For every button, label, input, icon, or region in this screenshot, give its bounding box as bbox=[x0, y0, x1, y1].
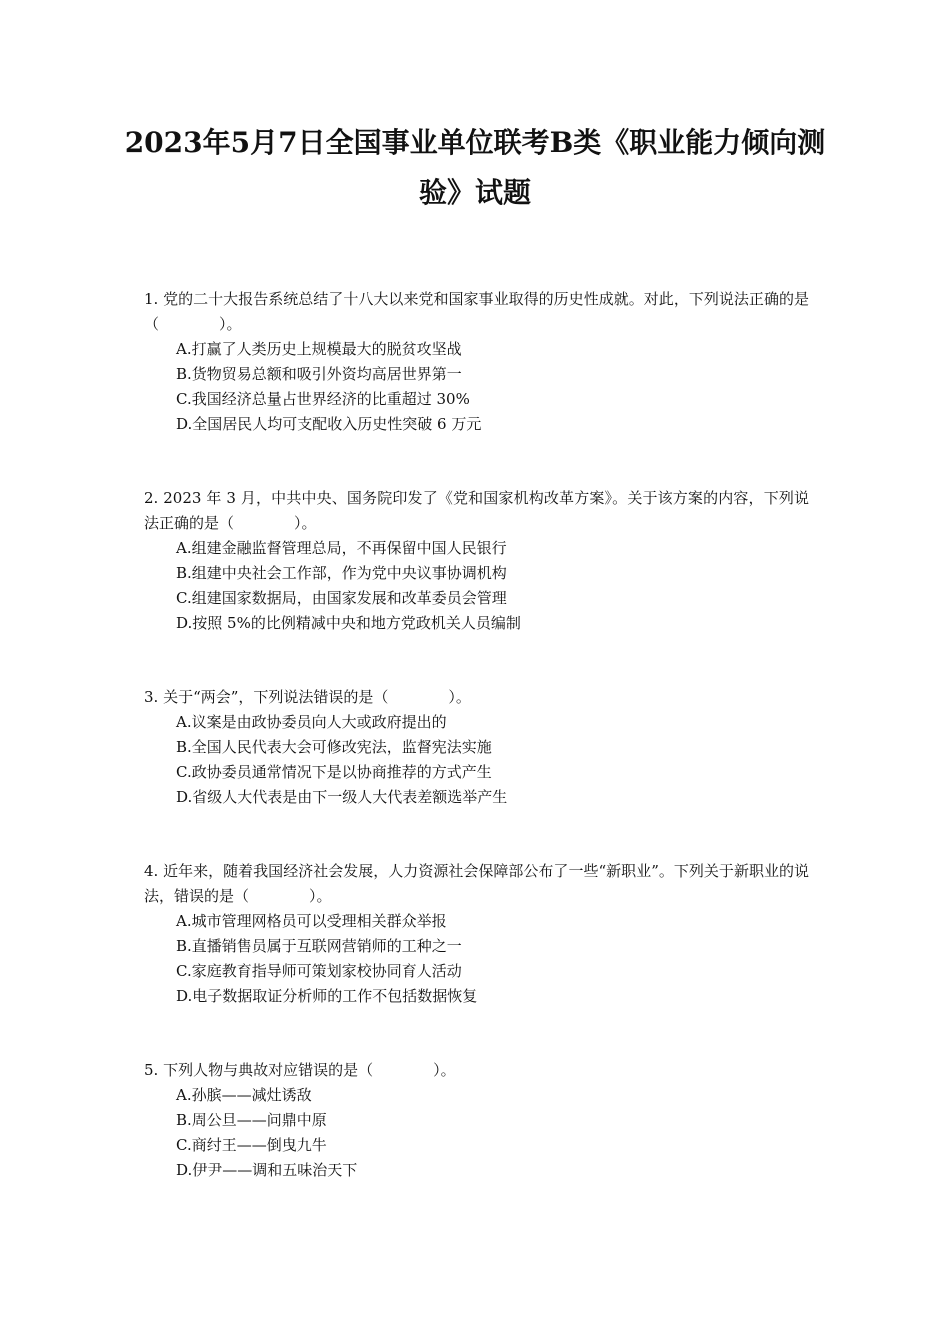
question-stem: 3. 关于“两会”，下列说法错误的是（ ）。 bbox=[144, 688, 471, 706]
option-d: D.省级人大代表是由下一级人大代表差额选举产生 bbox=[176, 788, 508, 806]
option-b: B.货物贸易总额和吸引外资均高居世界第一 bbox=[176, 365, 462, 383]
option-d: D.伊尹——调和五味治天下 bbox=[176, 1161, 358, 1179]
question-stem: 1. 党的二十大报告系统总结了十八大以来党和国家事业取得的历史性成就。对此，下列说法正确的是（ ）。 bbox=[144, 290, 809, 333]
option-b: B.全国人民代表大会可修改宪法，监督宪法实施 bbox=[176, 738, 492, 756]
question-3 bbox=[144, 685, 809, 810]
option-b: B.周公旦——问鼎中原 bbox=[176, 1111, 327, 1129]
option-a: A.城市管理网格员可以受理相关群众举报 bbox=[176, 912, 447, 930]
option-a: A.议案是由政协委员向人大或政府提出的 bbox=[176, 713, 447, 731]
option-c: C.组建国家数据局，由国家发展和改革委员会管理 bbox=[176, 589, 507, 607]
option-b: B.直播销售员属于互联网营销师的工种之一 bbox=[176, 937, 462, 955]
option-a: A.孙膑——减灶诱敌 bbox=[176, 1086, 312, 1104]
option-d: D.电子数据取证分析师的工作不包括数据恢复 bbox=[176, 987, 478, 1005]
question-4 bbox=[144, 859, 809, 1009]
page-title: 2023年5月7日全国事业单位联考B类《职业能力倾向测验》试题 bbox=[124, 126, 826, 209]
option-c: C.政协委员通常情况下是以协商推荐的方式产生 bbox=[176, 763, 492, 781]
option-d: D.全国居民人均可支配收入历史性突破 6 万元 bbox=[176, 415, 482, 433]
question-2 bbox=[144, 486, 809, 636]
question-1 bbox=[144, 287, 809, 437]
option-c: C.商纣王——倒曳九牛 bbox=[176, 1136, 327, 1154]
option-c: C.我国经济总量占世界经济的比重超过 30% bbox=[176, 390, 470, 408]
option-d: D.按照 5%的比例精减中央和地方党政机关人员编制 bbox=[176, 614, 521, 632]
option-b: B.组建中央社会工作部，作为党中央议事协调机构 bbox=[176, 564, 507, 582]
question-stem: 2. 2023 年 3 月，中共中央、国务院印发了《党和国家机构改革方案》。关于该方案的内容，下列说法正确的是（ ）。 bbox=[144, 489, 809, 532]
question-stem: 5. 下列人物与典故对应错误的是（ ）。 bbox=[144, 1061, 456, 1079]
option-c: C.家庭教育指导师可策划家校协同育人活动 bbox=[176, 962, 462, 980]
question-5 bbox=[144, 1058, 809, 1183]
option-a: A.组建金融监督管理总局，不再保留中国人民银行 bbox=[176, 539, 507, 557]
question-stem: 4. 近年来，随着我国经济社会发展，人力资源社会保障部公布了一些“新职业”。下列关于新职业的说法，错误的是（ ）。 bbox=[144, 862, 809, 905]
option-a: A.打赢了人类历史上规模最大的脱贫攻坚战 bbox=[176, 340, 462, 358]
